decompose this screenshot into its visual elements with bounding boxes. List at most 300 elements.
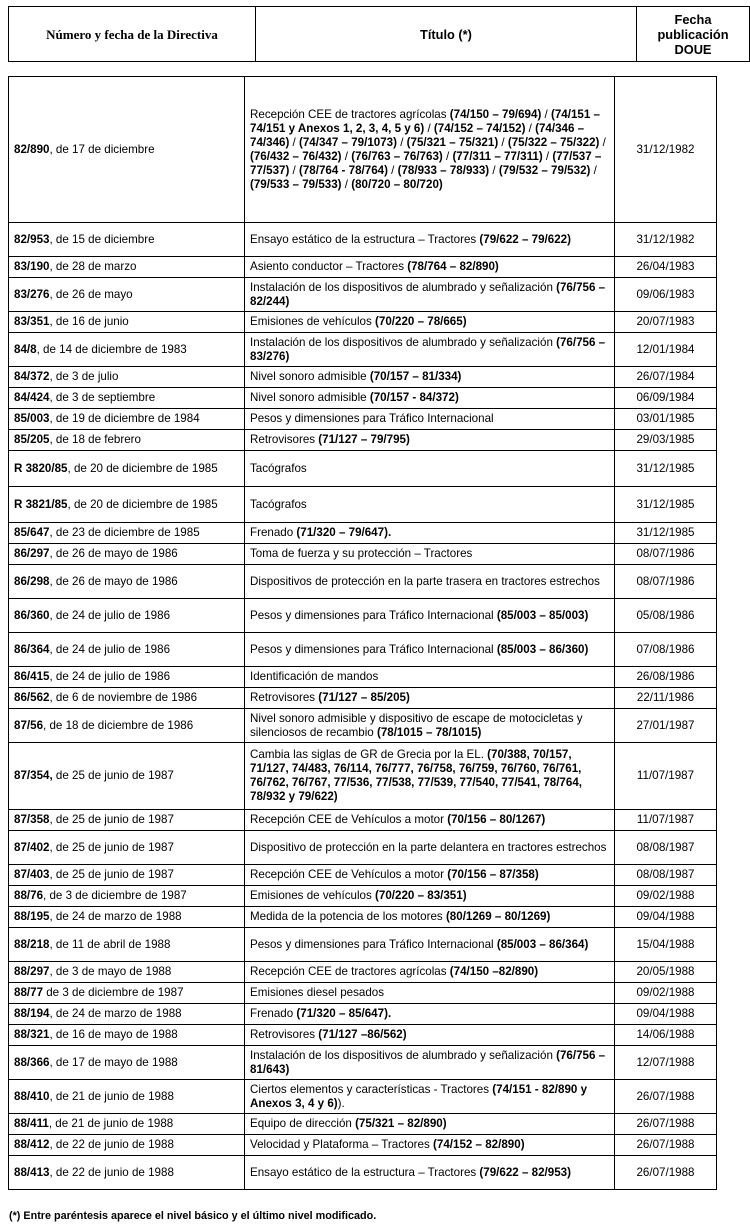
title-text: Emisiones de vehículos [250,889,376,902]
table-row [9,77,717,223]
title-reference: (74/151 – 74/151 y Anexos 1, 2, 3, 4, 5 y 6) [250,107,600,135]
title-reference: (71/127 – 85/205) [318,691,410,704]
title-cell [245,743,615,810]
header-directive: Número y fecha de la Directiva [9,7,256,62]
title-text: Dispositivo de protección en la parte delantera en tractores estrechos [250,840,607,854]
directive-cell [9,831,245,865]
directive-number: 84/424 [14,391,50,404]
publication-date-cell: 05/08/1986 [615,599,717,633]
title-cell [245,709,615,743]
publication-date-cell: 29/03/1985 [615,430,717,451]
directive-cell [9,907,245,928]
directive-date: de 3 de diciembre de 1987 [43,986,184,999]
publication-date-cell: 31/12/1985 [615,487,717,523]
directive-cell [9,1156,245,1190]
directive-number: R 3820/85 [14,461,68,475]
directive-number: 86/360 [14,608,50,622]
title-reference: (71/320 – 85/647). [296,1007,392,1020]
title-text: Asiento conductor – Tractores [250,260,408,273]
directive-date: , de 11 de abril de 1988 [49,937,171,951]
title-reference: (80/1269 – 80/1269) [445,910,551,923]
title-cell [245,388,615,409]
title-reference: (70/157 - 84/372) [369,391,459,404]
title-text: Tacógrafos [250,461,307,475]
directive-number: 88/195 [14,910,50,923]
directive-date: , de 3 de mayo de 1988 [49,965,172,978]
directive-cell [9,565,245,599]
title-text: Ciertos elementos y características - Tractores [250,1082,493,1096]
title-reference: (70/388, 70/157, 71/127, 74/483, 76/114, 76/777, 76/758, 76/759, 76/760, 76/761, 76/762, 76/767, 77/536, 77/538, 77/539, 77/540, 77/541, 78/764, 78/932 y 79/622) [250,748,583,803]
publication-date-cell: 20/07/1983 [615,312,717,333]
directive-cell [9,1046,245,1080]
title-text: Emisiones diesel pesados [250,986,385,999]
title-text: Pesos y dimensiones para Tráfico Internacional [250,608,497,622]
table-row [9,1046,717,1080]
title-cell [245,430,615,451]
directive-cell [9,388,245,409]
title-reference: (76/763 – 76/763) [351,149,443,163]
directive-number: 86/298 [14,574,50,588]
publication-date-cell: 08/08/1987 [615,865,717,886]
table-row [9,886,717,907]
table-row [9,962,717,983]
title-reference: (78/933 – 78/933) [397,163,490,177]
title-text: / [289,163,299,177]
directive-number: 88/194 [14,1007,50,1020]
table-row [9,544,717,565]
directive-number: 88/218 [14,937,50,951]
title-cell [245,278,615,312]
directive-date: , de 23 de diciembre de 1985 [49,526,200,539]
directive-date: , de 16 de mayo de 1988 [49,1028,178,1041]
publication-date-cell: 06/09/1984 [615,388,717,409]
directive-number: 82/953 [14,232,50,246]
title-text: Recepción CEE de Vehículos a motor [250,868,448,881]
directive-number: 88/411 [14,1117,49,1130]
title-cell [245,810,615,831]
publication-date-cell: 15/04/1988 [615,928,717,962]
directive-date: , de 17 de mayo de 1988 [49,1055,178,1069]
title-cell [245,831,615,865]
directive-number: 88/412 [14,1138,50,1151]
directive-date: , de 20 de diciembre de 1985 [67,461,218,475]
directive-date: , de 20 de diciembre de 1985 [67,497,218,511]
table-row [9,223,717,257]
header-title: Título (*) [256,7,637,62]
directive-cell [9,523,245,544]
title-cell [245,77,615,223]
directive-number: 86/562 [14,691,50,704]
title-text: Ensayo estático de la estructura – Tractores [250,232,480,246]
title-cell [245,983,615,1004]
publication-date-cell: 26/07/1988 [615,1080,717,1114]
title-cell [245,1004,615,1025]
title-reference: (70/220 – 83/351) [375,889,467,902]
title-reference: (74/152 – 74/152) [433,121,526,135]
publication-date-cell: 09/04/1988 [615,907,717,928]
table-row [9,333,717,367]
table-row [9,1025,717,1046]
publication-date-cell: 09/02/1988 [615,886,717,907]
publication-date-cell: 31/12/1985 [615,523,717,544]
table-row [9,278,717,312]
table-row [9,367,717,388]
directive-cell [9,544,245,565]
publication-date-cell: 08/08/1987 [615,831,717,865]
title-cell [245,544,615,565]
title-reference: (71/127 – 79/795) [318,433,410,446]
directive-date: , de 21 de junio de 1988 [49,1089,174,1103]
title-cell [245,223,615,257]
directive-date: , de 24 de julio de 1986 [49,642,171,656]
title-text: Pesos y dimensiones para Tráfico Internacional [250,642,497,656]
publication-date-cell: 08/07/1986 [615,544,717,565]
title-reference: (85/003 – 86/360) [496,642,589,656]
table-row [9,1156,717,1190]
directive-date: , de 26 de mayo de 1986 [49,574,178,588]
footnote: (*) Entre paréntesis aparece el nivel básico y el último nivel modificado. [9,1210,377,1222]
title-reference: (74/150 – 79/694) [449,107,542,121]
title-text: Instalación de los dispositivos de alumbrado y señalización [250,335,557,349]
title-cell [245,409,615,430]
publication-date-cell: 26/07/1988 [615,1156,717,1190]
directive-date: , de 14 de diciembre de 1983 [36,342,187,356]
table-row [9,831,717,865]
title-reference: (71/320 – 79/647). [296,526,392,539]
title-cell [245,1156,615,1190]
title-cell [245,667,615,688]
directive-date: , de 25 de junio de 1987 [49,840,174,854]
title-reference: (78/764 – 82/890) [407,260,499,273]
title-text: Dispositivos de protección en la parte trasera en tractores estrechos [250,574,600,588]
directive-number: 87/403 [14,868,50,881]
title-cell [245,633,615,667]
directive-date: , de 3 de septiembre [49,391,156,404]
title-cell [245,312,615,333]
title-reference: (76/756 –82/244) [250,280,606,308]
publication-date-cell: 26/07/1984 [615,367,717,388]
table-row [9,312,717,333]
title-text: / [489,163,499,177]
title-cell [245,333,615,367]
directive-number: 88/321 [14,1028,50,1041]
table-row [9,430,717,451]
title-text: Frenado [250,526,297,539]
directive-number: 83/190 [14,260,50,273]
title-cell [245,1025,615,1046]
title-reference: (74/347 – 79/1073) [299,135,397,149]
directive-number: 85/205 [14,433,50,446]
title-reference: (76/756 – 83/276) [250,335,606,363]
publication-date-cell: 09/04/1988 [615,1004,717,1025]
title-cell [245,1135,615,1156]
title-reference: (70/157 – 81/334) [369,370,462,383]
title-cell [245,907,615,928]
title-text: / [498,135,508,149]
directive-number: 87/358 [14,813,50,826]
title-cell [245,1080,615,1114]
title-reference: (80/720 – 80/720) [351,177,443,191]
directive-date: , de 17 de diciembre [49,142,155,156]
title-reference: (79/622 – 82/953) [479,1165,571,1179]
title-cell [245,451,615,487]
directive-cell [9,1114,245,1135]
directive-number: 87/402 [14,840,50,854]
publication-date-cell: 03/01/1985 [615,409,717,430]
title-text: Velocidad y Plataforma – Tractores [250,1138,434,1151]
title-text: Identificación de mandos [250,670,379,683]
directive-cell [9,333,245,367]
title-reference: (79/532 – 79/532) [498,163,591,177]
title-text: Recepción CEE de Vehículos a motor [250,813,448,826]
title-reference: (75/321 – 82/890) [355,1117,447,1130]
directive-cell [9,962,245,983]
table-row [9,451,717,487]
directive-cell [9,1135,245,1156]
directive-date: , de 24 de marzo de 1988 [49,1007,182,1020]
directive-cell [9,278,245,312]
title-text: / [525,121,536,135]
directive-number: 83/351 [14,315,50,328]
directive-cell [9,865,245,886]
title-text: / [387,163,398,177]
title-reference: (77/537 – 77/537) [250,149,602,177]
directive-number: 88/366 [14,1055,50,1069]
directive-number: 85/003 [14,412,50,425]
directive-date: , de 3 de julio [49,370,119,383]
title-text: Recepción CEE de tractores agrícolas [250,965,450,978]
table-row [9,599,717,633]
title-cell [245,1046,615,1080]
title-reference: (70/220 – 78/665) [375,315,467,328]
directive-date: , de 26 de mayo de 1986 [49,547,178,560]
directives-table-body [9,77,717,1190]
publication-date-cell: 11/07/1987 [615,810,717,831]
table-row [9,409,717,430]
table-row [9,487,717,523]
title-cell [245,367,615,388]
publication-date-cell: 26/08/1986 [615,667,717,688]
title-cell [245,886,615,907]
title-text: Equipo de dirección [250,1117,356,1130]
title-reference: (76/432 – 76/432) [250,149,342,163]
header-pub-line3: DOUE [674,41,712,57]
title-reference: (74/150 –82/890) [449,965,539,978]
title-cell [245,599,615,633]
title-reference: (78/1015 – 78/1015) [376,725,482,739]
title-text: / [396,135,407,149]
title-reference: (75/322 – 75/322) [507,135,600,149]
publication-date-cell: 26/07/1988 [615,1135,717,1156]
directive-cell [9,257,245,278]
table-row [9,983,717,1004]
directive-cell [9,688,245,709]
publication-date-cell: 08/07/1986 [615,565,717,599]
table-row [9,633,717,667]
directive-date: de 25 de junio de 1987 [52,769,174,782]
directive-cell [9,886,245,907]
title-reference: (74/151 - 82/890 y Anexos 3, 4 y 6) [250,1082,588,1110]
directive-number: 88/413 [14,1165,50,1179]
publication-date-cell: 14/06/1988 [615,1025,717,1046]
table-row [9,523,717,544]
publication-date-cell: 27/01/1987 [615,709,717,743]
directive-date: , de 6 de noviembre de 1986 [49,691,198,704]
directive-cell [9,743,245,810]
directive-number: 88/410 [14,1089,50,1103]
title-text: Instalación de los dispositivos de alumbrado y señalización [250,280,557,294]
publication-date-cell: 31/12/1982 [615,77,717,223]
title-text: Recepción CEE de tractores agrícolas [250,107,450,121]
directive-cell [9,810,245,831]
title-reference: (71/127 –86/562) [318,1028,407,1041]
table-row [9,865,717,886]
directive-date: , de 3 de diciembre de 1987 [43,889,187,902]
title-cell [245,1114,615,1135]
table-row [9,743,717,810]
directive-date: , de 18 de febrero [49,433,141,446]
title-text: / [442,149,453,163]
header-row [9,7,750,62]
title-text: / [424,121,434,135]
publication-date-cell: 31/12/1982 [615,223,717,257]
directive-cell [9,1025,245,1046]
publication-date-cell: 12/01/1984 [615,333,717,367]
title-reference: (76/756 – 81/643) [250,1048,606,1076]
directive-number: 88/77 [14,986,44,999]
title-cell [245,565,615,599]
directive-date: , de 24 de marzo de 1988 [49,910,182,923]
publication-date-cell: 09/06/1983 [615,278,717,312]
directive-cell [9,487,245,523]
title-reference: (74/152 – 82/890) [433,1138,525,1151]
directive-cell [9,223,245,257]
publication-date-cell: 26/04/1983 [615,257,717,278]
header-pub-line1: Fecha [674,11,712,27]
title-text: Nivel sonoro admisible y dispositivo de escape de motocicletas y silenciosos de recambio [250,711,583,739]
publication-date-cell: 07/08/1986 [615,633,717,667]
title-text: / [541,107,551,121]
title-cell [245,523,615,544]
title-text: Pesos y dimensiones para Tráfico Internacional [250,937,497,951]
title-text: Retrovisores [250,691,319,704]
title-cell [245,962,615,983]
directive-date: , de 26 de mayo [49,287,133,301]
table-row [9,1080,717,1114]
directive-date: , de 22 de junio de 1988 [49,1138,174,1151]
directive-cell [9,367,245,388]
directive-cell [9,1004,245,1025]
table-row [9,1135,717,1156]
directive-date: , de 21 de junio de 1988 [48,1117,174,1130]
title-text: Medida de la potencia de los motores [250,910,446,923]
directive-number: 86/415 [14,670,50,683]
directive-cell [9,1080,245,1114]
directive-cell [9,430,245,451]
table-row [9,257,717,278]
directive-number: 86/364 [14,642,50,656]
title-text: Retrovisores [250,433,319,446]
directive-number: 84/372 [14,370,50,383]
title-text: Toma de fuerza y su protección – Tractores [250,547,473,560]
directive-number: 85/647 [14,526,50,539]
directive-date: , de 15 de diciembre [49,232,155,246]
directive-number: 88/76 [14,889,44,902]
title-text: / [590,163,597,177]
directive-date: , de 28 de marzo [49,260,137,273]
directive-cell [9,451,245,487]
title-reference: (78/764 - 78/764) [299,163,388,177]
title-text: Tacógrafos [250,497,307,511]
directive-number: 87/354, [14,769,53,782]
title-text: Pesos y dimensiones para Tráfico Internacional [250,412,494,425]
title-reference: (75/321 – 75/321) [406,135,499,149]
title-reference: (79/622 – 79/622) [479,232,571,246]
title-cell [245,865,615,886]
title-text: / [289,135,299,149]
title-reference: (70/156 – 80/1267) [447,813,546,826]
directive-cell [9,77,245,223]
directive-date: , de 22 de junio de 1988 [49,1165,174,1179]
directive-number: R 3821/85 [14,497,68,511]
directive-cell [9,667,245,688]
table-row [9,565,717,599]
header-publication-date [637,7,750,62]
title-text: / [599,135,606,149]
directive-number: 84/8 [14,342,37,356]
title-cell [245,257,615,278]
table-row [9,709,717,743]
table-row [9,667,717,688]
directive-number: 88/297 [14,965,50,978]
directive-date: , de 16 de junio [49,315,129,328]
publication-date-cell: 12/07/1988 [615,1046,717,1080]
directive-cell [9,599,245,633]
table-row [9,928,717,962]
publication-date-cell: 31/12/1985 [615,451,717,487]
directive-date: , de 19 de diciembre de 1984 [49,412,200,425]
header-table [8,6,750,62]
header-pub-line2: publicación [657,26,729,42]
title-reference: (85/003 – 86/364) [496,937,589,951]
title-text: Nivel sonoro admisible [250,391,370,404]
title-text: / [542,149,553,163]
table-row [9,1114,717,1135]
title-reference: (74/346 – 74/346) [250,121,585,149]
directives-table [8,76,717,1190]
directive-date: , de 25 de junio de 1987 [49,813,174,826]
title-text: ). [337,1096,345,1110]
directive-number: 87/56 [14,718,44,732]
directive-date: , de 25 de junio de 1987 [49,868,174,881]
publication-date-cell: 26/07/1988 [615,1114,717,1135]
publication-date-cell: 20/05/1988 [615,962,717,983]
table-row [9,388,717,409]
directive-date: , de 24 de julio de 1986 [49,670,171,683]
title-text: Cambia las siglas de GR de Grecia por la EL. [250,748,488,761]
title-text: Frenado [250,1007,297,1020]
directive-cell [9,633,245,667]
title-text: Emisiones de vehículos [250,315,376,328]
publication-date-cell: 09/02/1988 [615,983,717,1004]
directive-number: 83/276 [14,287,50,301]
table-row [9,907,717,928]
title-text: / [341,177,352,191]
directive-cell [9,983,245,1004]
title-reference: (77/311 – 77/311) [452,149,543,163]
title-reference: (79/533 – 79/533) [250,177,342,191]
title-reference: (70/156 – 87/358) [447,868,539,881]
